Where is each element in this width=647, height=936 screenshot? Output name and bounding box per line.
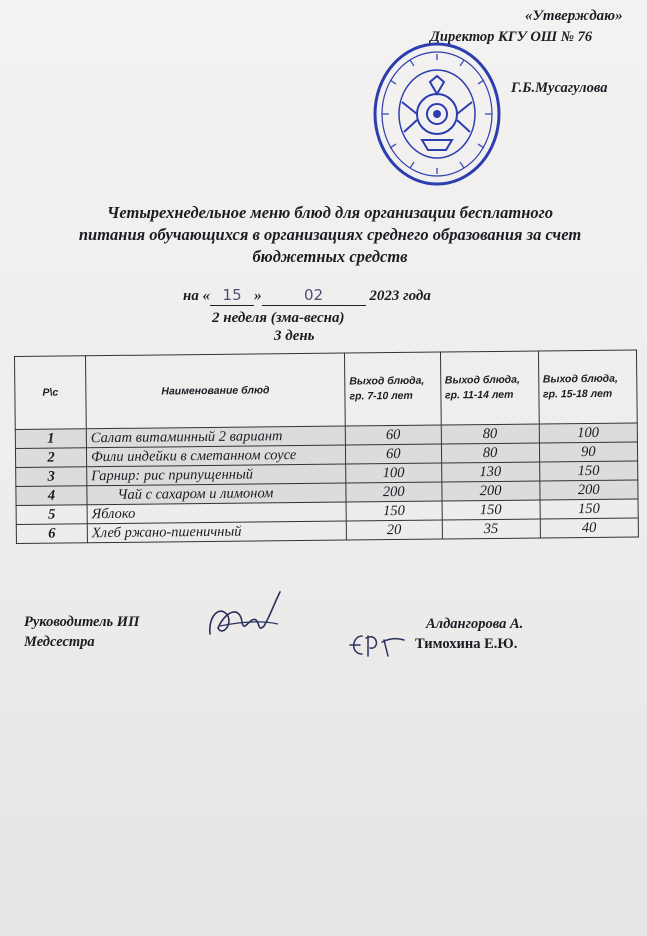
week-label: 2 неделя (зма-весна) [212, 310, 345, 326]
row-num: 1 [15, 429, 86, 449]
seal-stamp-icon [372, 40, 502, 188]
row-name: Гарнир: рис припущенный [87, 464, 346, 486]
row-value-15-18: 100 [539, 423, 638, 443]
row-value-7-10: 60 [345, 425, 441, 445]
row-name: Фили индейки в сметанном соусе [86, 445, 345, 467]
header-output-11-14: Выход блюда, гр. 11-14 лет [440, 351, 539, 425]
header-output-15-18: Выход блюда, гр. 15-18 лет [538, 350, 637, 424]
row-value-11-14: 200 [441, 481, 539, 501]
header-output-7-10: Выход блюда, гр. 7-10 лет [344, 352, 440, 426]
handwritten-signature-manager-icon [200, 586, 290, 646]
row-name: Хлеб ржано-пшеничный [87, 521, 346, 543]
row-num: 3 [16, 467, 87, 487]
row-value-15-18: 150 [540, 499, 639, 519]
approval-line-3: Г.Б.Мусагулова [511, 80, 608, 96]
approval-line-2: Директор КГУ ОШ № 76 [430, 29, 593, 45]
row-value-11-14: 80 [441, 424, 539, 444]
header-num: Р\с [15, 356, 87, 430]
row-value-11-14: 150 [442, 500, 540, 520]
date-line [183, 286, 431, 306]
signature-role-manager: Руководитель ИП [24, 614, 140, 630]
row-value-7-10: 60 [345, 444, 441, 464]
date-middle: » [254, 288, 262, 304]
document-title [10, 202, 647, 268]
row-value-7-10: 150 [346, 501, 442, 521]
date-suffix: 2023 года [369, 288, 431, 304]
row-value-7-10: 200 [346, 482, 442, 502]
row-value-15-18: 200 [539, 480, 638, 500]
row-value-11-14: 35 [442, 519, 540, 539]
row-num: 2 [15, 448, 86, 468]
row-name: Чай с сахаром и лимоном [87, 483, 346, 505]
approval-line-1: «Утверждаю» [525, 8, 623, 24]
row-value-15-18: 90 [539, 442, 638, 462]
row-name: Салат витаминный 2 вариант [86, 426, 345, 448]
title-line-2: питания обучающихся в организациях среднего образования за счет [78, 225, 582, 244]
signature-name-manager: Алдангорова А. [426, 616, 524, 632]
row-value-11-14: 80 [441, 443, 539, 463]
row-value-11-14: 130 [441, 462, 539, 482]
signature-role-nurse: Медсестра [24, 634, 95, 650]
row-value-15-18: 150 [539, 461, 638, 481]
row-value-15-18: 40 [540, 518, 639, 538]
row-value-7-10: 20 [346, 520, 442, 540]
date-day: 15 [222, 286, 242, 304]
menu-table [14, 349, 639, 544]
row-value-7-10: 100 [346, 463, 442, 483]
handwritten-signature-nurse-icon [344, 628, 414, 662]
date-prefix: на « [183, 288, 211, 304]
row-num: 5 [16, 505, 87, 525]
row-num: 6 [16, 524, 87, 544]
header-name: Наименование блюд [86, 353, 346, 429]
title-line-3: бюджетных средств [252, 247, 408, 266]
signature-name-nurse: Тимохина Е.Ю. [415, 636, 518, 652]
title-line-1: Четырехнедельное меню блюд для организации бесплатного [107, 203, 553, 222]
date-month: 02 [304, 286, 324, 304]
row-num: 4 [16, 486, 87, 506]
table-header-row [15, 350, 638, 430]
row-name: Яблоко [87, 502, 346, 524]
day-label: 3 день [274, 328, 315, 344]
